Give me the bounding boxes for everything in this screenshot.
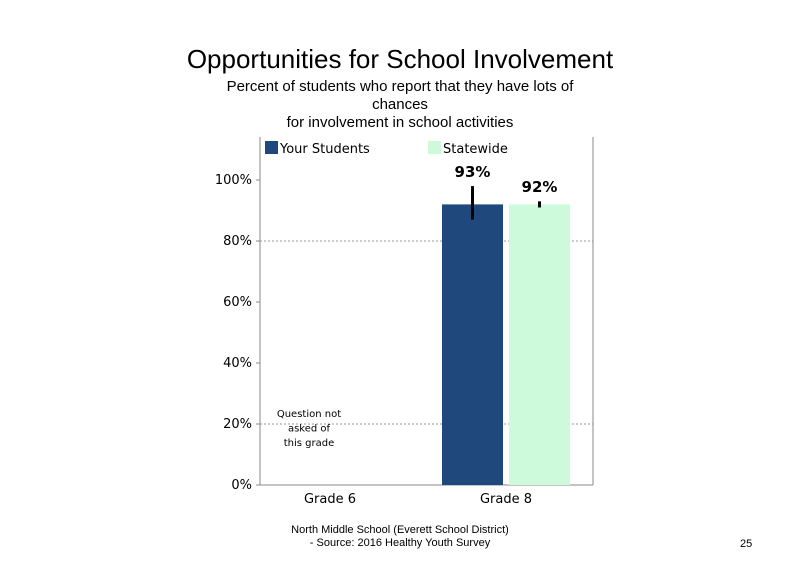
y-tick-label: 20% <box>223 417 252 432</box>
x-tick-label: Grade 6 <box>303 492 357 507</box>
legend-swatch <box>428 141 441 154</box>
page-number: 25 <box>740 538 753 550</box>
y-tick-label: 0% <box>231 478 252 493</box>
footer-line-2: - Source: 2016 Healthy Youth Survey <box>309 537 491 549</box>
legend-swatch <box>265 141 278 154</box>
annotation-text: asked of <box>287 423 331 435</box>
data-label: 93% <box>454 163 491 181</box>
bar-statewide-grade-8 <box>509 204 570 485</box>
bar-your-students-grade-8 <box>442 204 503 485</box>
subtitle-line-2: chances <box>372 96 428 113</box>
subtitle-line-3: for involvement in school activities <box>286 114 514 131</box>
y-tick-label: 40% <box>223 356 252 371</box>
y-tick-label: 60% <box>223 295 252 310</box>
chart-title: Opportunities for School Involvement <box>186 44 614 74</box>
y-tick-label: 80% <box>223 234 252 249</box>
footer-line-1: North Middle School (Everett School District) <box>291 524 509 536</box>
legend-label: Your Students <box>280 142 370 157</box>
data-label: 92% <box>521 178 558 196</box>
subtitle-line-1: Percent of students who report that they have lots of <box>226 78 574 95</box>
y-tick-label: 100% <box>214 173 252 188</box>
annotation-text: Question not <box>276 409 342 420</box>
legend-label: Statewide <box>443 142 508 157</box>
annotation-text: this grade <box>283 438 335 449</box>
x-tick-label: Grade 8 <box>479 492 533 507</box>
footer-source <box>250 524 550 550</box>
